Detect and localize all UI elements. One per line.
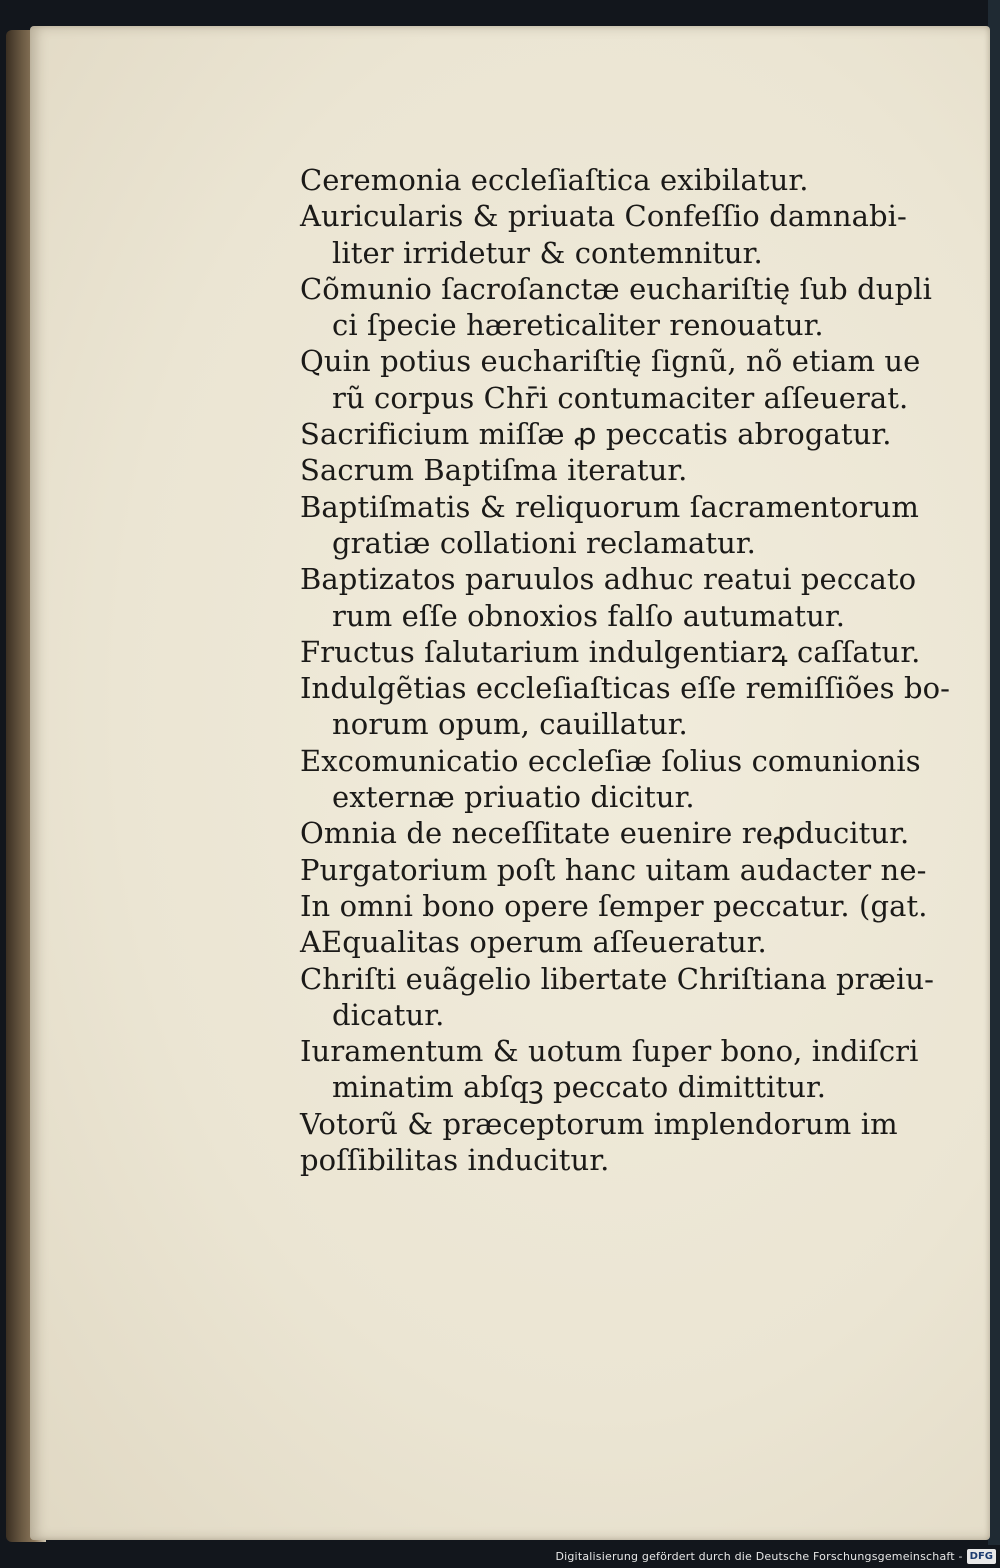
text-line: Auricularis & priuata Confeſſio damnabi-: [300, 199, 907, 234]
text-line: ci ſpecie hæreticaliter renouatur.: [332, 308, 824, 343]
text-line: liter irridetur & contemnitur.: [332, 235, 763, 270]
text-line: externæ priuatio dicitur.: [332, 780, 695, 815]
printed-text-block: [300, 162, 951, 1178]
text-line: dicatur.: [332, 997, 445, 1032]
text-line: poſſibilitas inducitur.: [300, 1143, 610, 1178]
footer-credit-text: Digitalisierung gefördert durch die Deutsche Forschungsgemeinschaft -: [555, 1549, 963, 1563]
text-line: minatim abſqꝫ peccato dimittitur.: [332, 1070, 827, 1105]
text-line: Omnia de neceſſitate euenire reꝓducitur.: [300, 816, 910, 851]
text-line: Quin potius euchariſtię ſignũ, nõ etiam ue: [300, 344, 921, 379]
text-line: Indulgẽtias eccleſiaſticas eſſe remiſſiões bo-: [300, 671, 951, 706]
text-line: Iuramentum & uotum ſuper bono, indiſcri: [300, 1034, 919, 1069]
text-line: AEqualitas operum aſſeueratur.: [300, 925, 767, 960]
text-line: Purgatorium poſt hanc uitam audacter ne-: [300, 852, 927, 887]
text-line: Ceremonia eccleſiaſtica exibilatur.: [300, 163, 809, 197]
text-line: Excomunicatio eccleſiæ ſolius comunionis: [300, 743, 921, 778]
text-line: rũ corpus Chr̄i contumaciter aſſeuerat.: [332, 380, 909, 415]
text-line: norum opum, cauillatur.: [332, 707, 688, 742]
text-line: Chriſti euãgelio libertate Chriſtiana præiu-: [300, 961, 935, 996]
text-line: gratiæ collationi reclamatur.: [332, 525, 756, 560]
text-line: In omni bono opere ſemper peccatur. (gat.: [300, 888, 928, 923]
text-line: Baptiſmatis & reliquorum ſacramentorum: [300, 489, 919, 524]
text-line: rum eſſe obnoxios falſo autumatur.: [332, 598, 846, 633]
footer: [555, 1547, 996, 1565]
text-line: Sacrificium miſſæ ꝓ peccatis abrogatur.: [300, 417, 892, 452]
text-line: Votorũ & præceptorum implendorum im: [300, 1106, 898, 1141]
text-line: Cõmunio ſacroſanctæ euchariſtię ſub dupli: [300, 271, 932, 306]
text-line: Baptizatos paruulos adhuc reatui peccato: [300, 562, 917, 597]
text-line: Sacrum Baptiſma iteratur.: [300, 453, 688, 488]
dfg-logo: DFG: [967, 1549, 996, 1564]
text-line: Fructus ſalutarium indulgentiarꝝ caſſatur.: [300, 634, 921, 669]
book-page: [30, 26, 990, 1540]
